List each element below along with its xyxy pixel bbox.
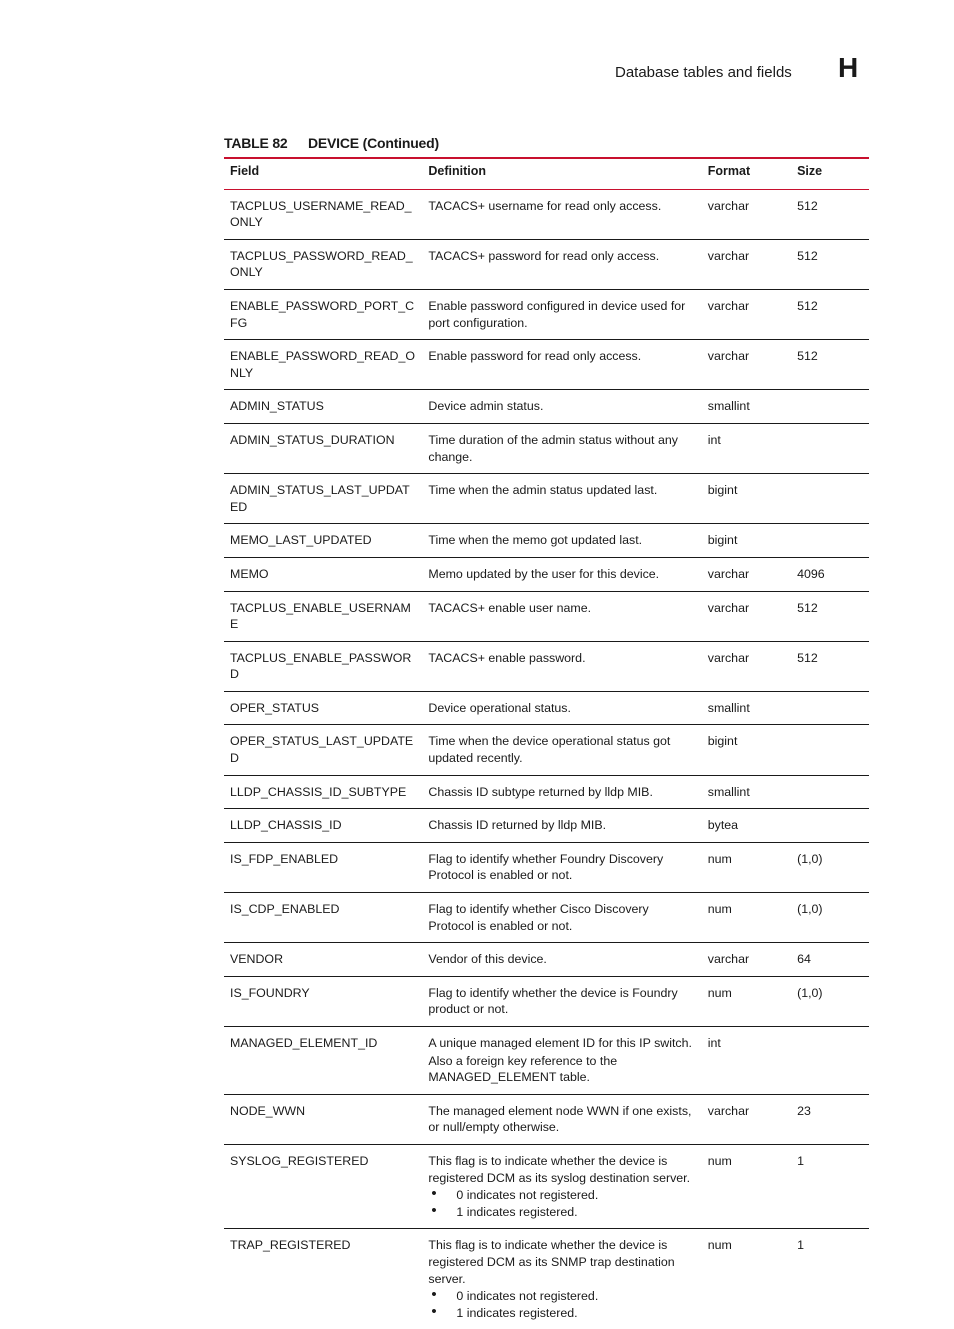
table-row xyxy=(224,289,869,339)
format-cell: varchar xyxy=(702,1094,791,1144)
table-row xyxy=(224,340,869,390)
field-cell: TACPLUS_ENABLE_PASSWORD xyxy=(224,641,422,691)
size-cell xyxy=(791,725,869,775)
definition-cell: Flag to identify whether Foundry Discovery Protocol is enabled or not. xyxy=(422,842,701,892)
bullet-item: • 1 indicates registered. xyxy=(428,1305,695,1322)
size-cell: (1,0) xyxy=(791,842,869,892)
table-row xyxy=(224,1144,869,1228)
definition-cell: The managed element node WWN if one exists, or null/empty otherwise. xyxy=(422,1094,701,1144)
definition-cell: Time when the admin status updated last. xyxy=(422,474,701,524)
field-cell: VENDOR xyxy=(224,943,422,977)
size-cell xyxy=(791,691,869,725)
field-cell: TRAP_REGISTERED xyxy=(230,1238,351,1253)
format-cell: smallint xyxy=(702,390,791,424)
column-header-definition: Definition xyxy=(422,158,701,189)
format-cell: smallint xyxy=(702,691,791,725)
running-header-title: Database tables and fields xyxy=(615,64,792,81)
table-row xyxy=(224,842,869,892)
definition-cell: Chassis ID returned by lldp MIB. xyxy=(422,809,701,843)
table-row xyxy=(224,1229,869,1329)
size-cell: 512 xyxy=(791,641,869,691)
size-cell xyxy=(791,474,869,524)
definition-text: This flag is to indicate whether the device is registered DCM as its SNMP trap destination server. xyxy=(428,1238,675,1286)
format-cell: num xyxy=(702,976,791,1026)
format-cell: num xyxy=(707,1238,732,1253)
definition-text: This flag is to indicate whether the device is registered DCM as its syslog destination server. xyxy=(428,1153,691,1185)
size-cell xyxy=(791,1027,869,1095)
device-fields-table xyxy=(224,157,869,1329)
format-cell: varchar xyxy=(702,340,791,390)
field-cell: MANAGED_ELEMENT_ID xyxy=(224,1027,422,1095)
table-row xyxy=(224,809,869,843)
format-cell: varchar xyxy=(702,289,791,339)
definition-cell: TACACS+ enable user name. xyxy=(422,591,701,641)
field-cell: ADMIN_STATUS_LAST_UPDATED xyxy=(224,474,422,524)
field-cell: IS_CDP_ENABLED xyxy=(224,893,422,943)
table-row xyxy=(224,474,869,524)
table-row xyxy=(224,641,869,691)
size-cell: 1 xyxy=(797,1238,804,1253)
table-row xyxy=(224,239,869,289)
table-header-row xyxy=(224,158,869,189)
format-cell: num xyxy=(702,1144,791,1228)
table-row xyxy=(224,691,869,725)
size-cell: 512 xyxy=(791,340,869,390)
field-cell: NODE_WWN xyxy=(224,1094,422,1144)
definition-cell: Time duration of the admin status without any change. xyxy=(422,423,701,473)
field-cell: ADMIN_STATUS xyxy=(224,390,422,424)
format-cell: varchar xyxy=(702,557,791,591)
format-cell: varchar xyxy=(702,189,791,239)
size-cell: 512 xyxy=(791,289,869,339)
table-row xyxy=(224,591,869,641)
size-cell xyxy=(791,524,869,558)
table-row xyxy=(224,943,869,977)
format-cell: varchar xyxy=(702,943,791,977)
bullet-list xyxy=(428,1187,695,1220)
size-cell: 512 xyxy=(791,189,869,239)
table-row xyxy=(224,775,869,809)
field-cell: TACPLUS_USERNAME_READ_ONLY xyxy=(224,189,422,239)
format-cell: int xyxy=(702,1027,791,1095)
definition-cell xyxy=(422,1144,701,1228)
format-cell: bigint xyxy=(702,725,791,775)
definition-line: Also a foreign key reference to the MANAGED_ELEMENT table. xyxy=(428,1053,618,1085)
definition-cell: Time when the device operational status got updated recently. xyxy=(422,725,701,775)
bullet-item: • 1 indicates registered. xyxy=(428,1204,695,1221)
definition-cell: Enable password configured in device used for port configuration. xyxy=(422,289,701,339)
table-row xyxy=(224,189,869,239)
format-cell: bigint xyxy=(702,524,791,558)
size-cell: 4096 xyxy=(791,557,869,591)
size-cell xyxy=(791,775,869,809)
size-cell: 64 xyxy=(791,943,869,977)
definition-cell: Enable password for read only access. xyxy=(422,340,701,390)
definition-cell: TACACS+ username for read only access. xyxy=(422,189,701,239)
field-cell: ENABLE_PASSWORD_READ_ONLY xyxy=(224,340,422,390)
format-cell: varchar xyxy=(702,591,791,641)
field-cell: OPER_STATUS_LAST_UPDATED xyxy=(224,725,422,775)
format-cell: int xyxy=(702,423,791,473)
format-cell: varchar xyxy=(702,239,791,289)
size-cell: 1 xyxy=(791,1144,869,1228)
field-cell: MEMO_LAST_UPDATED xyxy=(224,524,422,558)
field-cell: IS_FOUNDRY xyxy=(224,976,422,1026)
column-header-field: Field xyxy=(224,158,422,189)
definition-cell: Chassis ID subtype returned by lldp MIB. xyxy=(422,775,701,809)
field-cell: MEMO xyxy=(224,557,422,591)
format-cell: bigint xyxy=(702,474,791,524)
bullet-list xyxy=(428,1288,695,1321)
table-row xyxy=(224,1027,869,1095)
field-cell: LLDP_CHASSIS_ID xyxy=(224,809,422,843)
table-row xyxy=(224,524,869,558)
definition-cell: TACACS+ enable password. xyxy=(422,641,701,691)
bullet-item: • 0 indicates not registered. xyxy=(428,1187,695,1204)
table-number: TABLE 82 xyxy=(224,135,288,151)
definition-cell: Memo updated by the user for this device. xyxy=(422,557,701,591)
format-cell: bytea xyxy=(702,809,791,843)
definition-cell xyxy=(422,1027,701,1095)
size-cell: 512 xyxy=(791,239,869,289)
field-cell: ENABLE_PASSWORD_PORT_CFG xyxy=(224,289,422,339)
field-cell: TACPLUS_PASSWORD_READ_ONLY xyxy=(224,239,422,289)
format-cell: num xyxy=(702,893,791,943)
definition-cell: Device operational status. xyxy=(422,691,701,725)
definition-cell: Vendor of this device. xyxy=(422,943,701,977)
definition-cell xyxy=(422,1229,701,1329)
field-cell: TACPLUS_ENABLE_USERNAME xyxy=(224,591,422,641)
column-header-size: Size xyxy=(791,158,869,189)
field-cell: SYSLOG_REGISTERED xyxy=(224,1144,422,1228)
format-cell: varchar xyxy=(702,641,791,691)
size-cell xyxy=(791,423,869,473)
table-title: DEVICE (Continued) xyxy=(308,135,439,151)
definition-cell: Flag to identify whether the device is Foundry product or not. xyxy=(422,976,701,1026)
definition-cell: Time when the memo got updated last. xyxy=(422,524,701,558)
table-row xyxy=(224,976,869,1026)
field-cell: LLDP_CHASSIS_ID_SUBTYPE xyxy=(224,775,422,809)
table-row xyxy=(224,725,869,775)
definition-cell: TACACS+ password for read only access. xyxy=(422,239,701,289)
bullet-item: • 0 indicates not registered. xyxy=(428,1288,695,1305)
size-cell: (1,0) xyxy=(791,976,869,1026)
format-cell: num xyxy=(702,842,791,892)
definition-line: A unique managed element ID for this IP switch. xyxy=(428,1036,692,1050)
table-row xyxy=(224,893,869,943)
definition-cell: Device admin status. xyxy=(422,390,701,424)
size-cell: (1,0) xyxy=(791,893,869,943)
size-cell xyxy=(791,809,869,843)
size-cell: 512 xyxy=(791,591,869,641)
table-row xyxy=(224,390,869,424)
field-cell: OPER_STATUS xyxy=(224,691,422,725)
format-cell: smallint xyxy=(702,775,791,809)
size-cell: 23 xyxy=(791,1094,869,1144)
table-caption xyxy=(224,135,439,151)
size-cell xyxy=(791,390,869,424)
field-cell: IS_FDP_ENABLED xyxy=(224,842,422,892)
table-row xyxy=(224,423,869,473)
field-cell: ADMIN_STATUS_DURATION xyxy=(224,423,422,473)
column-header-format: Format xyxy=(702,158,791,189)
appendix-letter: H xyxy=(838,52,859,83)
table-row xyxy=(224,557,869,591)
definition-cell: Flag to identify whether Cisco Discovery Protocol is enabled or not. xyxy=(422,893,701,943)
table-row xyxy=(224,1094,869,1144)
